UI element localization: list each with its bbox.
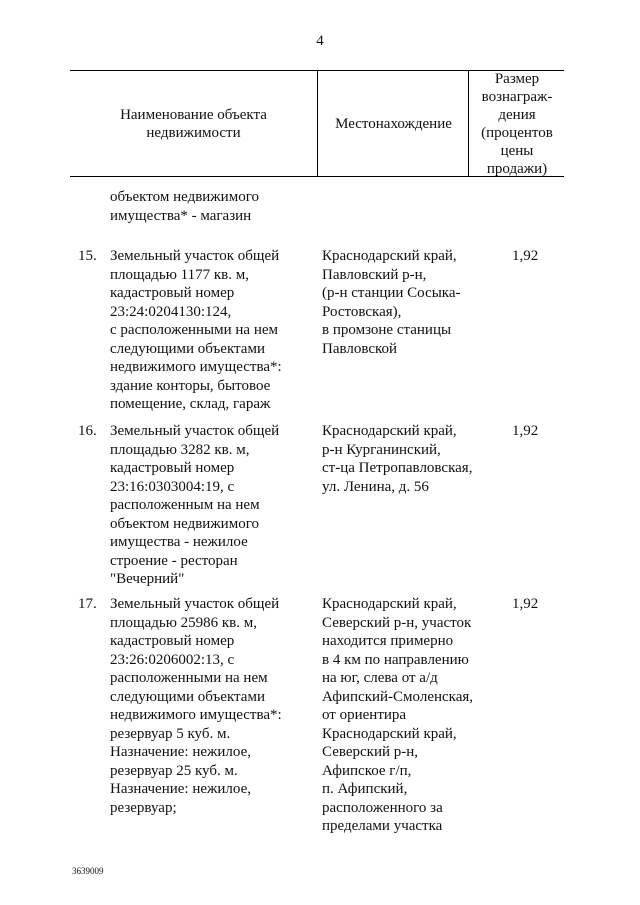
document-code: 3639009	[72, 866, 104, 876]
row-number: 15.	[78, 248, 97, 264]
row-location: Краснодарский край, Северский р-н, участок находится примерно в 4 км по направлению на юг, слева от а/д Афипский-Смоленская, от ориентира Краснодарский край, Северский р-н, Афипское г/п, п. Афипский, расположенного за пределами участка	[322, 596, 474, 834]
header-location-label: Местонахождение	[335, 115, 452, 132]
row-reward: 1,92	[512, 248, 539, 264]
header-reward-label: Размер вознаграж- дения (процентов цены продажи)	[481, 70, 553, 177]
row-object-name: Земельный участок общей площадью 25986 кв. м, кадастровый номер 23:26:0206002:13, с расположенными на нем следующими объектами недвижимого имущества*: резервуар 5 куб. м. Назначение: нежилое, резервуар 25 куб. м. Назначение: нежилое, резервуар;	[110, 596, 282, 816]
header-name-column	[70, 71, 317, 176]
row-object-name: Земельный участок общей площадью 1177 кв. м, кадастровый номер 23:24:0204130:124, с расположенными на нем следующими объектами недвижимого имущества*: здание конторы, бытовое помещение, склад, гараж	[110, 248, 282, 412]
header-name-label: Наименование объекта недвижимости	[120, 106, 267, 141]
row-location: Краснодарский край, р-н Курганинский, ст-ца Петропавловская, ул. Ленина, д. 56	[322, 423, 473, 495]
header-reward-column	[468, 71, 565, 176]
page-number: 4	[316, 33, 324, 49]
row-object-name: Земельный участок общей площадью 3282 кв. м, кадастровый номер 23:16:0303004:19, с расположенным на нем объектом недвижимого имущества - нежилое строение - ресторан "Вечерний"	[110, 423, 280, 587]
continuation-name: объектом недвижимого имущества* - магазин	[110, 189, 259, 224]
header-location-column	[317, 71, 469, 176]
row-reward: 1,92	[512, 596, 539, 612]
row-reward: 1,92	[512, 423, 539, 439]
row-number: 17.	[78, 596, 97, 612]
row-location: Краснодарский край, Павловский р-н, (р-н станции Сосыка- Ростовская), в промзоне станицы Павловской	[322, 248, 461, 357]
table-header	[70, 70, 564, 177]
row-number: 16.	[78, 423, 97, 439]
